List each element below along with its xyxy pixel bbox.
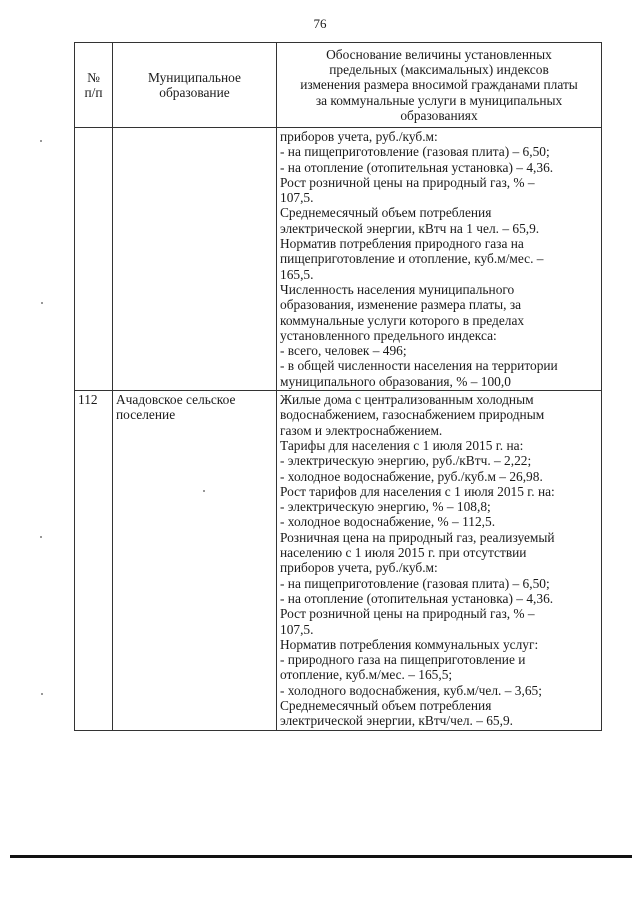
justification-line: - на отопление (отопительная установка) – 4,36. <box>280 590 554 606</box>
justification-line: населению с 1 июля 2015 г. при отсутствии <box>280 545 527 561</box>
header-text: образованиях <box>400 107 478 123</box>
justification-line: водоснабжением, газоснабжением природным <box>280 407 545 423</box>
header-text: предельных (максимальных) индексов <box>329 62 549 78</box>
table-body <box>75 128 602 731</box>
header-text: Обоснование величины установленных <box>326 46 552 62</box>
justification-line: 165,5. <box>280 266 314 282</box>
data-table <box>74 42 602 731</box>
header-text: № <box>87 69 100 85</box>
justification-line: муниципального образования, % – 100,0 <box>280 373 511 389</box>
justification-line: образования, изменение размера платы, за <box>280 297 522 313</box>
header-text: за коммунальные услуги в муниципальных <box>315 92 563 108</box>
justification-line: приборов учета, руб./куб.м: <box>280 560 438 576</box>
justification-line: - на пищеприготовление (газовая плита) – 6,50; <box>280 575 550 591</box>
municipality-name: поселение <box>116 407 176 423</box>
justification-line: приборов учета, руб./куб.м: <box>280 129 438 144</box>
scan-speck <box>41 693 43 695</box>
justification-line: Жилые дома с централизованным холодным <box>280 392 534 408</box>
justification-line: Тарифы для населения с 1 июля 2015 г. на: <box>280 437 524 453</box>
justification-line: - холодное водоснабжение, % – 112,5. <box>280 514 496 530</box>
justification-line: - в общей численности населения на территории <box>280 358 558 374</box>
page-number: 76 <box>313 16 327 31</box>
justification-line: - на пищеприготовление (газовая плита) – 6,50; <box>280 144 550 160</box>
justification-line: Среднемесячный объем потребления <box>280 697 492 713</box>
justification-line: - на отопление (отопительная установка) – 4,36. <box>280 159 554 175</box>
header-justification <box>277 43 602 128</box>
justification-line: Численность населения муниципального <box>280 281 515 297</box>
justification-line: коммунальные услуги которого в пределах <box>280 312 525 328</box>
municipality-cell <box>113 391 277 731</box>
justification-line: Среднемесячный объем потребления <box>280 205 492 221</box>
justification-line: - природного газа на пищеприготовление и <box>280 652 526 668</box>
justification-line: пищеприготовление и отопление, куб.м/мес. – <box>280 251 544 267</box>
page-bottom-rule <box>10 855 632 858</box>
justification-line: установленного предельного индекса: <box>280 327 497 343</box>
header-text: изменения размера вносимой гражданами платы <box>300 77 578 93</box>
header-number <box>75 43 113 128</box>
row-number <box>75 128 113 391</box>
justification-line: 107,5. <box>280 621 314 637</box>
table-row <box>75 128 602 391</box>
header-text: п/п <box>84 85 103 100</box>
justification-line: электрической энергии, кВтч/чел. – 65,9. <box>280 713 514 729</box>
header-text: Муниципальное <box>148 69 241 85</box>
justification-line: - электрическую энергию, % – 108,8; <box>280 499 491 515</box>
justification-line: - всего, человек – 496; <box>280 343 407 359</box>
scan-speck <box>40 140 42 142</box>
header-municipality <box>113 43 277 128</box>
municipality-name: Ачадовское сельское <box>116 392 236 408</box>
justification-line: - электрическую энергию, руб./кВтч. – 2,22; <box>280 453 532 469</box>
justification-cell <box>277 128 602 391</box>
table-header-row <box>75 43 602 128</box>
justification-line: Рост розничной цены на природный газ, % – <box>280 606 535 622</box>
justification-line: 107,5. <box>280 190 314 206</box>
scan-speck <box>41 302 43 304</box>
justification-line: газом и электроснабжением. <box>280 422 443 438</box>
justification-cell <box>277 391 602 731</box>
scan-speck <box>40 536 42 538</box>
justification-line: Розничная цена на природный газ, реализуемый <box>280 529 555 545</box>
justification-line: Рост розничной цены на природный газ, % – <box>280 174 535 190</box>
justification-line: Норматив потребления природного газа на <box>280 236 524 252</box>
justification-line: Норматив потребления коммунальных услуг: <box>280 636 539 652</box>
header-text: образование <box>159 85 230 100</box>
row-number: 112 <box>75 391 113 731</box>
justification-line: - холодное водоснабжение, руб./куб.м – 26,98. <box>280 468 543 484</box>
municipality-cell <box>113 128 277 391</box>
justification-line: отопление, куб.м/мес. – 165,5; <box>280 667 453 683</box>
justification-line: - холодного водоснабжения, куб.м/чел. – 3,65; <box>280 682 542 698</box>
justification-line: электрической энергии, кВтч на 1 чел. – 65,9. <box>280 220 540 236</box>
scan-speck <box>203 490 205 492</box>
table-row <box>75 391 602 731</box>
justification-line: Рост тарифов для населения с 1 июля 2015 г. на: <box>280 483 555 499</box>
